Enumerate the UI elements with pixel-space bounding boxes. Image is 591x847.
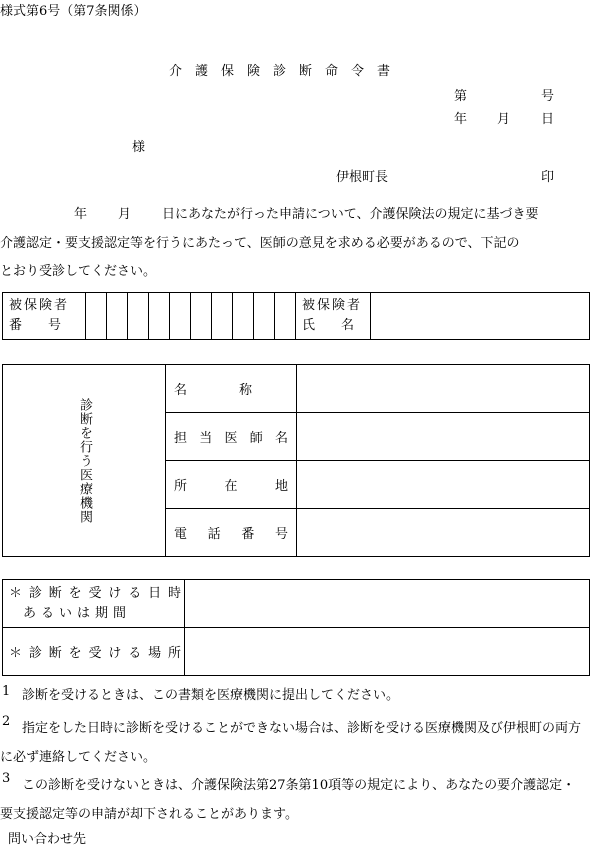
form-number: 様式第6号（第7条関係）	[0, 4, 147, 19]
insured-number-digit[interactable]	[128, 293, 149, 340]
note-2-text: 指定をした日時に診断を受けることができない場合は、診断を受ける医療機関及び伊根町の両方に必ず連絡してください。	[0, 721, 582, 765]
address-label: 所 在 地	[166, 461, 297, 509]
institution-table	[2, 364, 590, 557]
insured-number-digit[interactable]	[191, 293, 212, 340]
insured-table	[2, 292, 590, 340]
insured-number-label-line2: 番 号	[9, 318, 62, 333]
institution-name-label: 名 称	[166, 365, 297, 413]
insured-number-digit[interactable]	[275, 293, 296, 340]
insured-number-digit[interactable]	[86, 293, 107, 340]
doctor-name-label: 担当医師名	[166, 413, 297, 461]
exam-datetime-label: ＊診断を受ける日時 あるいは期間	[3, 580, 185, 628]
date-month: 月	[497, 112, 511, 127]
doctor-name-field[interactable]	[297, 413, 590, 461]
body-year: 年	[74, 207, 88, 222]
insured-number-label	[3, 293, 86, 340]
insured-number-digit[interactable]	[170, 293, 191, 340]
exam-table	[2, 579, 590, 676]
insured-number-digit[interactable]	[212, 293, 233, 340]
seal-mark: 印	[541, 170, 555, 185]
note-2-number: 2	[2, 714, 11, 729]
exam-place-label: ＊診断を受ける場所	[3, 628, 185, 676]
date-day: 日	[541, 112, 555, 127]
contact-label: 問い合わせ先	[8, 832, 87, 847]
insured-number-digit[interactable]	[254, 293, 275, 340]
institution-name-field[interactable]	[297, 365, 590, 413]
issuer-name: 伊根町長	[336, 170, 389, 185]
doc-number-suffix: 号	[541, 89, 555, 104]
institution-vertical-label: 診断を行う医療機関	[3, 365, 166, 557]
insured-number-digit[interactable]	[107, 293, 128, 340]
page-title: 介 護 保 険 診 断 命 令 書	[169, 64, 391, 79]
phone-field[interactable]	[297, 509, 590, 557]
insured-name-label	[296, 293, 371, 340]
body-line3: とおり受診してください。	[0, 264, 157, 279]
note-3-text: この診断を受けないときは、介護保険法第27条第10項等の規定により、あなたの要介護認定・要支援認定等の申請が却下されることがあります。	[0, 778, 576, 822]
date-year: 年	[454, 112, 468, 127]
insured-name-label-line1: 被保険者	[302, 298, 363, 313]
body-line1: 日にあなたが行った申請について、介護保険法の規定に基づき要	[162, 207, 539, 222]
phone-label: 電 話 番 号	[166, 509, 297, 557]
exam-place-field[interactable]	[185, 628, 590, 676]
insured-name-label-line2: 氏 名	[302, 318, 355, 333]
note-1-text: 診断を受けるときは、この書類を医療機関に提出してください。	[22, 688, 400, 703]
exam-datetime-field[interactable]	[185, 580, 590, 628]
insured-name-field[interactable]	[371, 293, 590, 340]
address-field[interactable]	[297, 461, 590, 509]
addressee-honorific: 様	[132, 140, 146, 155]
insured-number-label-line1: 被保険者	[9, 298, 70, 313]
body-month: 月	[118, 207, 132, 222]
note-3-number: 3	[2, 771, 11, 786]
insured-number-digit[interactable]	[149, 293, 170, 340]
doc-number-prefix: 第	[454, 89, 468, 104]
note-1-number: 1	[2, 684, 11, 699]
body-line2: 介護認定・要支援認定等を行うにあたって、医師の意見を求める必要があるので、下記の	[0, 236, 520, 251]
insured-number-digit[interactable]	[233, 293, 254, 340]
